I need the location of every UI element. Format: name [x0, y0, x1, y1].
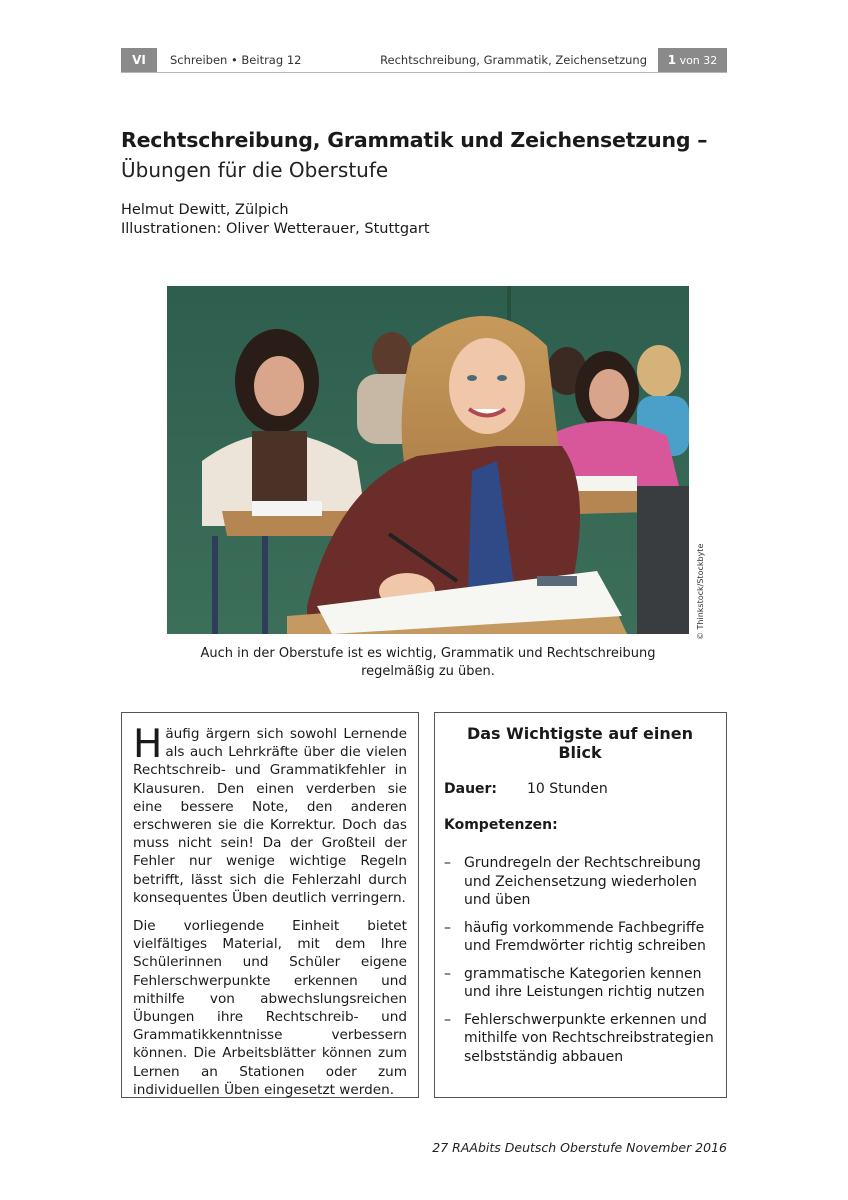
photo-credit: © Thinkstock/Stockbyte — [696, 543, 705, 640]
competence-item: – häufig vorkommende Fachbegriffe und Fremdwörter richtig schreiben — [444, 919, 716, 956]
page-subtitle: Übungen für die Oberstufe — [121, 158, 389, 182]
intro-paragraph-2: Die vorliegende Einheit bietet vielfältiges Material, mit dem Ihre Schülerinnen und Schüler eigene Fehlerschwerpunkte erkennen und mithilfe von abwechslungsreichen Übungen ihre Rechtschreib- und Grammatikkenntnisse verbessern können. Die Arbeitsblätter können zum Lernen an Stationen oder zum individuellen Üben eingesetzt werden. — [133, 918, 407, 1098]
intro-box — [121, 712, 419, 1098]
intro-paragraph-1 — [133, 722, 407, 907]
competence-item: – Fehlerschwerpunkte erkennen und mithilfe von Rechtschreibstrategien selbstständig abbauen — [444, 1011, 716, 1067]
author-name: Helmut Dewitt, Zülpich — [121, 202, 289, 218]
author-block — [121, 201, 430, 239]
photo-caption — [167, 645, 689, 681]
page-total: von 32 — [679, 54, 718, 67]
competences-list — [444, 854, 716, 1066]
drop-cap: H — [133, 722, 163, 767]
competences-heading: Kompetenzen: — [444, 816, 558, 833]
caption-line-2: regelmäßig zu üben. — [361, 664, 495, 679]
competence-item: – grammatische Kategorien kennen und ihre Leistungen richtig nutzen — [444, 965, 716, 1002]
footer-source: 27 RAAbits Deutsch Oberstufe November 2016 — [432, 1140, 727, 1155]
classroom-photo — [167, 286, 689, 634]
section-badge: VI — [121, 48, 157, 72]
intro-paragraph-1-text: äufig ärgern sich sowohl Lernende als auch Lehrkräfte über die vielen Rechtschreib- und Grammatikfehler in Klausuren. Den einen verderben sie eine bessere Note, den anderen erschweren sie die Korrektur. Doch das muss nicht sein! Da der Großteil der Fehler nur wenige wichtige Regeln betrifft, lässt sich die Fehlerzahl durch konsequentes Üben deutlich verringern. — [133, 726, 407, 906]
summary-box — [434, 712, 727, 1098]
duration-label: Dauer: — [444, 781, 498, 797]
summary-title: Das Wichtigste auf einen Blick — [466, 724, 694, 762]
page-indicator — [658, 48, 727, 72]
series-label: Schreiben • Beitrag 12 — [170, 53, 302, 67]
duration-row — [444, 780, 716, 799]
duration-value: 10 Stunden — [527, 781, 608, 797]
page-current: 1 — [667, 53, 677, 67]
illustrator-name: Illustrationen: Oliver Wetterauer, Stuttgart — [121, 221, 430, 237]
page-title: Rechtschreibung, Grammatik und Zeichensetzung – — [121, 128, 708, 152]
caption-line-1: Auch in der Oberstufe ist es wichtig, Grammatik und Rechtschreibung — [200, 646, 656, 661]
topic-label: Rechtschreibung, Grammatik, Zeichensetzung — [380, 53, 647, 67]
competence-item: – Grundregeln der Rechtschreibung und Zeichensetzung wiederholen und üben — [444, 854, 716, 910]
header-divider — [121, 72, 727, 73]
